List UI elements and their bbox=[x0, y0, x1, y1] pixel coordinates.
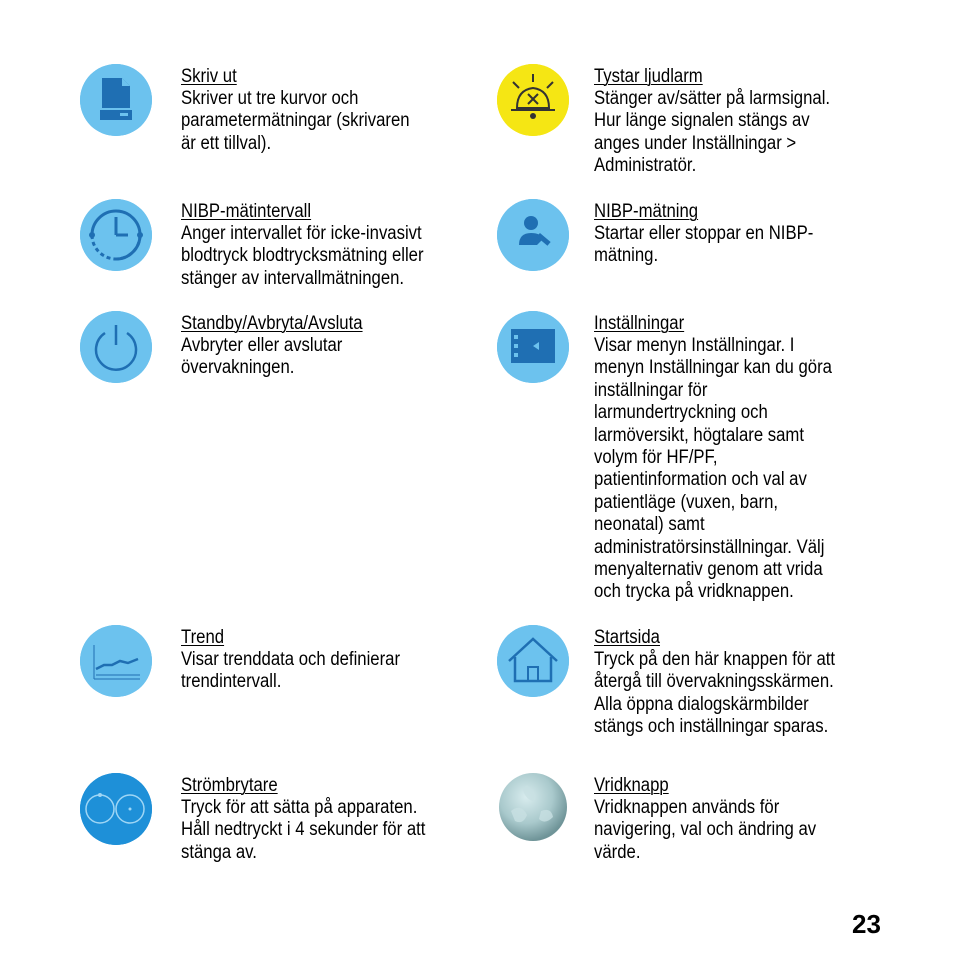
entry-description: Visar trenddata och definierar trendintervall. bbox=[181, 649, 401, 693]
nibp-measure-icon bbox=[497, 199, 569, 271]
page-number: 23 bbox=[852, 909, 881, 939]
entry-title: Vridknapp bbox=[594, 775, 669, 796]
entry-title: NIBP-mätintervall bbox=[181, 201, 312, 222]
entry-title: Trend bbox=[181, 627, 225, 648]
power-standby-icon bbox=[80, 311, 152, 383]
entry-title: Startsida bbox=[594, 627, 660, 648]
entry-title: Strömbrytare bbox=[181, 775, 278, 796]
entry-title: Tystar ljudlarm bbox=[594, 66, 703, 87]
power-switch-icon bbox=[80, 773, 152, 845]
clock-interval-icon bbox=[80, 199, 152, 271]
entry-description: Avbryter eller avslutar övervakningen. bbox=[181, 335, 343, 379]
entry-title: Skriv ut bbox=[181, 66, 237, 87]
entry-description: Startar eller stoppar en NIBP- mätning. bbox=[594, 223, 814, 267]
entry-description: Visar menyn Inställningar. I menyn Inställningar kan du göra inställningar för larmundertryckning och larmöversikt, högtalare samt volym för HF/PF, patientinformation och val av patientläge (vuxen, barn, neonatal) samt administratörsinställningar. Välj menyalternativ genom att vrida och trycka på vridknappen. bbox=[594, 335, 832, 603]
entry-title: NIBP-mätning bbox=[594, 201, 699, 222]
entry-description: Tryck på den här knappen för att återgå till övervakningsskärmen. Alla öppna dialogskärmbilder stängs och inställningar sparas. bbox=[594, 649, 836, 738]
home-icon bbox=[497, 625, 569, 697]
alarm-silence-icon bbox=[497, 64, 569, 136]
entry-description: Vridknappen används för navigering, val och ändring av värde. bbox=[594, 797, 817, 863]
entry-description: Anger intervallet för icke-invasivt blodtryck blodtrycksmätning eller stänger av intervallmätningen. bbox=[181, 223, 424, 289]
rotary-knob-icon bbox=[497, 771, 569, 843]
trend-graph-icon bbox=[80, 625, 152, 697]
entry-description: Skriver ut tre kurvor och parametermätningar (skrivaren är ett tillval). bbox=[181, 88, 410, 154]
entry-title: Standby/Avbryta/Avsluta bbox=[181, 313, 363, 334]
printer-icon bbox=[80, 64, 152, 136]
entry-description: Stänger av/sätter på larmsignal. Hur länge signalen stängs av anges under Inställningar > Administratör. bbox=[594, 88, 831, 177]
entry-title: Inställningar bbox=[594, 313, 685, 334]
entry-description: Tryck för att sätta på apparaten. Håll nedtryckt i 4 sekunder för att stänga av. bbox=[181, 797, 426, 863]
settings-menu-icon bbox=[497, 311, 569, 383]
